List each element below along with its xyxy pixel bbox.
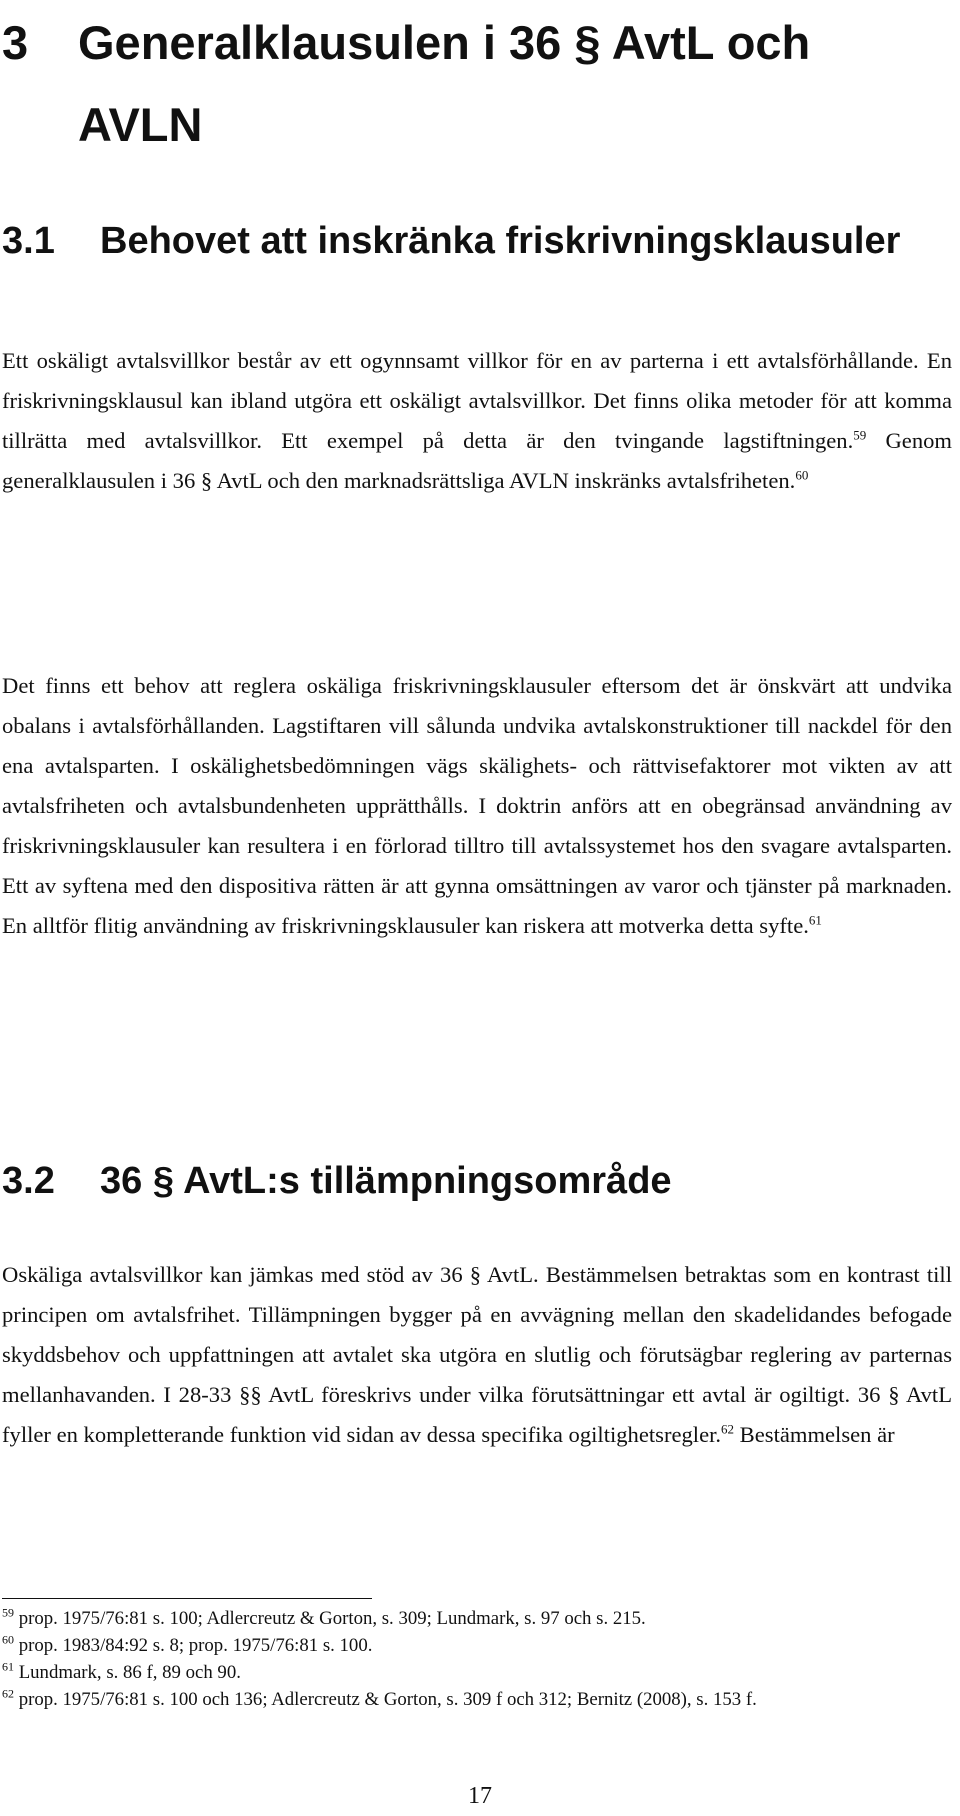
section-number: 3.1: [2, 220, 55, 262]
footnote-text: prop. 1983/84:92 s. 8; prop. 1975/76:81 s. 100.: [14, 1635, 373, 1656]
footnotes: [2, 1605, 952, 1713]
paragraph-text: Ett oskäligt avtalsvillkor består av ett ogynnsamt villkor för en av parterna i ett avtalsförhållande. En friskrivningsklausul kan ibland utgöra ett oskäligt avtalsvillkor. Det finns olika metoder för att komma tillrätta med avtalsvillkor. Ett exempel på detta är den tvingande lagstiftningen.: [2, 348, 952, 453]
paragraph-text: Det finns ett behov att reglera oskäliga friskrivningsklausuler eftersom det är önskvärt att undvika obalans i avtalsförhållanden. Lagstiftaren vill sålunda undvika avtalskonstruktioner till nackdel för den ena avtalsparten. I oskälighetsbedömningen vägs skälighets- och rättvisefaktorer mot vikten av att avtalsfriheten och avtalsbundenheten upprätthålls. I doktrin anförs att en obegränsad användning av friskrivningsklausuler kan resultera i en förlorad tilltro till avtalssystemet hos den svagare avtalsparten. Ett av syftena med den dispositiva rätten är att gynna omsättningen av varor och tjänster på marknaden. En alltför flitig användning av friskrivningsklausuler kan riskera att motverka detta syfte.: [2, 673, 952, 938]
footnote-ref[interactable]: 61: [808, 912, 822, 928]
footnote: [2, 1632, 952, 1659]
section-heading-3-1: [2, 213, 952, 270]
footnote-text: prop. 1975/76:81 s. 100 och 136; Adlercreutz & Gorton, s. 309 f och 312; Bernitz (2008), s. 153 f.: [14, 1689, 757, 1710]
footnote-text: prop. 1975/76:81 s. 100; Adlercreutz & Gorton, s. 309; Lundmark, s. 97 och s. 215.: [14, 1608, 646, 1629]
section-heading-3-2: [2, 1153, 952, 1210]
page-number: 17: [468, 1783, 492, 1809]
footnote-divider: [2, 1598, 372, 1599]
footnote-ref[interactable]: 59: [853, 427, 867, 443]
footnote-ref[interactable]: 60: [795, 467, 809, 483]
footnote-number: 62: [2, 1686, 14, 1701]
footnote-number: 59: [2, 1605, 14, 1620]
paragraph: [2, 1255, 952, 1455]
chapter-number: 3: [2, 16, 29, 69]
paragraph-text: Genom generalklausulen i 36 § AvtL och den marknadsrättsliga AVLN inskränks avtalsfriheten.: [2, 428, 952, 493]
footnote: [2, 1605, 952, 1632]
paragraph: [2, 666, 952, 946]
footnote-ref[interactable]: 62: [721, 1421, 735, 1437]
footnote-number: 60: [2, 1632, 14, 1647]
paragraph-text: Bestämmelsen är: [734, 1422, 895, 1447]
paragraph-text: Oskäliga avtalsvillkor kan jämkas med stöd av 36 § AvtL. Bestämmelsen betraktas som en kontrast till principen om avtalsfrihet. Tillämpningen bygger på en avvägning mellan den skadelidandes befogade skyddsbehov och uppfattningen att avtalet ska utgöra en slutlig och förutsägbar reglering av parternas mellanhavanden. I 28-33 §§ AvtL föreskrivs under vilka förutsättningar ett avtal är ogiltigt. 36 § AvtL fyller en kompletterande funktion vid sidan av dessa specifika ogiltighetsregler.: [2, 1262, 952, 1447]
section-title: 36 § AvtL:s tillämpningsområde: [100, 1160, 672, 1202]
paragraph: [2, 341, 952, 501]
section-number: 3.2: [2, 1160, 55, 1202]
footnote-number: 61: [2, 1659, 14, 1674]
section-title: Behovet att inskränka friskrivningsklausuler: [100, 220, 901, 262]
chapter-title: Generalklausulen i 36 § AvtL och AVLN: [78, 16, 811, 151]
footnote-text: Lundmark, s. 86 f, 89 och 90.: [14, 1662, 241, 1683]
footnote: [2, 1686, 952, 1713]
chapter-heading: [2, 2, 952, 166]
footnote: [2, 1659, 952, 1686]
